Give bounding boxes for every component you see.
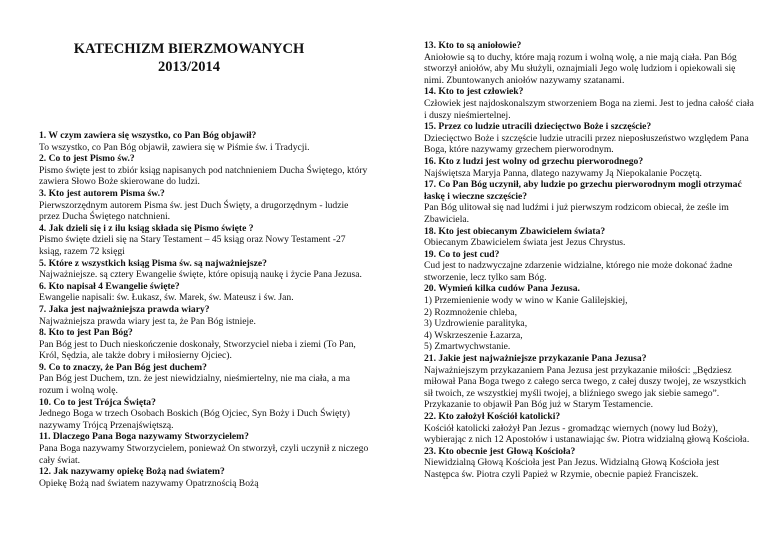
answer-text: Opiekę Bożą nad światem nazywamy Opatrznością Bożą xyxy=(39,477,259,489)
catechism-item xyxy=(39,397,369,432)
question-text: 18. Kto jest obiecanym Zbawicielem świata? xyxy=(424,225,606,237)
answer-text: Niewidzialną Głową Kościoła jest Pan Jezus. Widzialną Głową Kościoła jest Następca św. Piotra czyli Papież w Rzymie, obecnie papież Franciszek. xyxy=(424,457,720,480)
catechism-item xyxy=(39,281,369,304)
answer-text: 1) Przemienienie wody w wino w Kanie Galilejskiej, 2) Rozmnożenie chleba, 3) Uzdrowienie paralityka, 4) Wskrzeszenie Łazarza, 5) Zmartwychwstanie. xyxy=(424,295,628,353)
catechism-item xyxy=(424,283,754,353)
catechism-item xyxy=(424,446,754,481)
answer-text: Najświętsza Maryja Panna, dlatego nazywamy Ją Niepokalanie Poczętą. xyxy=(424,167,702,179)
catechism-item xyxy=(39,362,369,397)
answer-text: Dziecięctwo Boże i szczęście ludzie utracili przez nieposłuszeństwo względem Pana Boga, które nazywamy grzechem pierworodnym. xyxy=(424,132,749,156)
question-text: 22. Kto założył Kościół katolicki? xyxy=(424,411,561,422)
question-text: 6. Kto napisał 4 Ewangelie święte? xyxy=(39,280,180,292)
answer-text: To wszystko, co Pan Bóg objawił, zawiera się w Piśmie św. i Tradycji. xyxy=(39,141,310,153)
catechism-item xyxy=(424,179,754,225)
question-text: 20. Wymień kilka cudów Pana Jezusa. xyxy=(424,283,580,295)
question-text: 12. Jak nazywamy opiekę Bożą nad światem? xyxy=(39,466,225,478)
catechism-item xyxy=(39,130,369,153)
question-text: 4. Jak dzieli się i z ilu ksiąg składa się Pismo święte ? xyxy=(39,222,254,234)
catechism-item xyxy=(39,258,369,281)
question-text: 14. Kto to jest człowiek? xyxy=(424,86,524,98)
answer-text: Obiecanym Zbawicielem świata jest Jezus Chrystus. xyxy=(424,237,626,249)
answer-text: Człowiek jest najdoskonalszym stworzeniem Boga na ziemi. Jest to jedna całość ciała i duszy nieśmiertelnej. xyxy=(424,97,754,121)
answer-text: Najważniejsza prawda wiary jest ta, że Pan Bóg istnieje. xyxy=(39,315,256,327)
catechism-item xyxy=(39,327,369,362)
question-text: 16. Kto z ludzi jest wolny od grzechu pierworodnego? xyxy=(424,155,644,167)
catechism-item xyxy=(424,121,754,156)
catechism-item xyxy=(424,411,754,446)
question-text: 17. Co Pan Bóg uczynił, aby ludzie po grzechu pierworodnym mogli otrzymać łaskę i wieczne szczęście? xyxy=(424,179,742,202)
catechism-item xyxy=(39,153,369,188)
question-text: 19. Co to jest cud? xyxy=(424,248,500,260)
question-text: 5. Które z wszystkich ksiąg Pisma św. są najważniejsze? xyxy=(39,257,267,269)
question-text: 23. Kto obecnie jest Głową Kościoła? xyxy=(424,445,576,457)
document-title: KATECHIZM BIERZMOWANYCH xyxy=(73,41,305,57)
catechism-item xyxy=(39,304,369,327)
answer-text: Kościół katolicki założył Pan Jezus - gromadząc wiernych (nowy lud Boży), wybierając z nich 12 Apostołów i ustanawiając św. Piotra widzialną głową Kościoła. xyxy=(424,422,750,446)
answer-text: Ewangelie napisali: św. Łukasz, św. Marek, św. Mateusz i św. Jan. xyxy=(39,292,294,304)
answer-text: Najważniejszym przykazaniem Pana Jezusa jest przykazanie miłości: „Będziesz miłował Pana Boga twego z całego serca twego, z całej duszy twojej, ze wszystkich sił twoich, ze wszystkiej myśli twojej, a bliźniego swego jak siebie samego”. Przykazanie to objawił Pan Bóg już w Starym Testamencie. xyxy=(424,364,747,411)
question-text: 11. Dlaczego Pana Boga nazywamy Stworzycielem? xyxy=(39,431,249,443)
question-text: 13. Kto to są aniołowie? xyxy=(424,40,522,51)
question-text: 1. W czym zawiera się wszystko, co Pan Bóg objawił? xyxy=(39,130,257,141)
question-text: 2. Co to jest Pismo św.? xyxy=(39,153,135,165)
answer-text: Aniołowie są to duchy, które mają rozum i wolną wolę, a nie mają ciała. Pan Bóg stworzył aniołów, aby Mu służyli, oznajmiali Jego wolę ludziom i opiekowali się nimi. Zbuntowanych aniołów nazywamy szatanami. xyxy=(424,51,737,86)
left-column xyxy=(39,130,369,489)
answer-text: Najważniejsze. są cztery Ewangelie święte, które opisują naukę i życie Pana Jezusa. xyxy=(39,269,362,281)
answer-text: Pierwszorzędnym autorem Pisma św. jest Duch Święty, a drugorzędnym - ludzie przez Ducha Świętego natchnieni. xyxy=(39,199,349,223)
answer-text: Pan Bóg jest to Duch nieskończenie doskonały, Stworzyciel nieba i ziemi (To Pan, Król, Sędzia, ale także dobry i miłosierny Ojciec). xyxy=(39,338,356,362)
catechism-item xyxy=(424,156,754,179)
question-text: 10. Co to jest Trójca Święta? xyxy=(39,396,156,408)
catechism-item xyxy=(424,226,754,249)
answer-text: Pan Bóg ulitował się nad ludźmi i już pierwszym rodzicom obiecał, że ześle im Zbawiciela. xyxy=(424,202,729,225)
question-text: 15. Przez co ludzie utracili dziecięctwo Boże i szczęście? xyxy=(424,121,652,133)
document-year: 2013/2014 xyxy=(157,59,221,75)
answer-text: Pismo święte dzieli się na Stary Testament – 45 ksiąg oraz Nowy Testament -27 ksiąg, razem 72 księgi xyxy=(39,234,346,257)
question-text: 9. Co to znaczy, że Pan Bóg jest duchem? xyxy=(39,361,207,373)
answer-text: Pan Bóg jest Duchem, tzn. że jest niewidzialny, nieśmiertelny, nie ma ciała, a ma rozum i wolną wolę. xyxy=(39,373,350,397)
catechism-item xyxy=(424,353,754,411)
question-text: 7. Jaka jest najważniejsza prawda wiary? xyxy=(39,303,210,315)
question-text: 8. Kto to jest Pan Bóg? xyxy=(39,327,133,339)
question-text: 3. Kto jest autorem Pisma św.? xyxy=(39,187,165,199)
answer-text: Pana Boga nazywamy Stworzycielem, ponieważ On stworzył, czyli uczynił z niczego cały świat. xyxy=(39,443,369,466)
answer-text: Cud jest to nadzwyczajne zdarzenie widzialne, którego nie może dokonać żadne stworzenie, lecz tylko sam Bóg. xyxy=(424,260,733,283)
catechism-item xyxy=(39,223,369,258)
catechism-item xyxy=(39,431,369,466)
answer-text: Pismo święte jest to zbiór ksiąg napisanych pod natchnieniem Ducha Świętego, który zawiera Słowo Boże skierowane do ludzi. xyxy=(39,164,368,188)
catechism-item xyxy=(39,188,369,223)
catechism-item xyxy=(424,86,754,121)
catechism-item xyxy=(39,466,369,489)
right-column xyxy=(424,40,754,481)
catechism-item xyxy=(424,249,754,284)
question-text: 21. Jakie jest najważniejsze przykazanie Pana Jezusa? xyxy=(424,353,647,365)
catechism-item xyxy=(424,40,754,86)
answer-text: Jednego Boga w trzech Osobach Boskich (Bóg Ojciec, Syn Boży i Duch Święty) nazywamy Trójcą Przenajświętszą. xyxy=(39,408,350,431)
